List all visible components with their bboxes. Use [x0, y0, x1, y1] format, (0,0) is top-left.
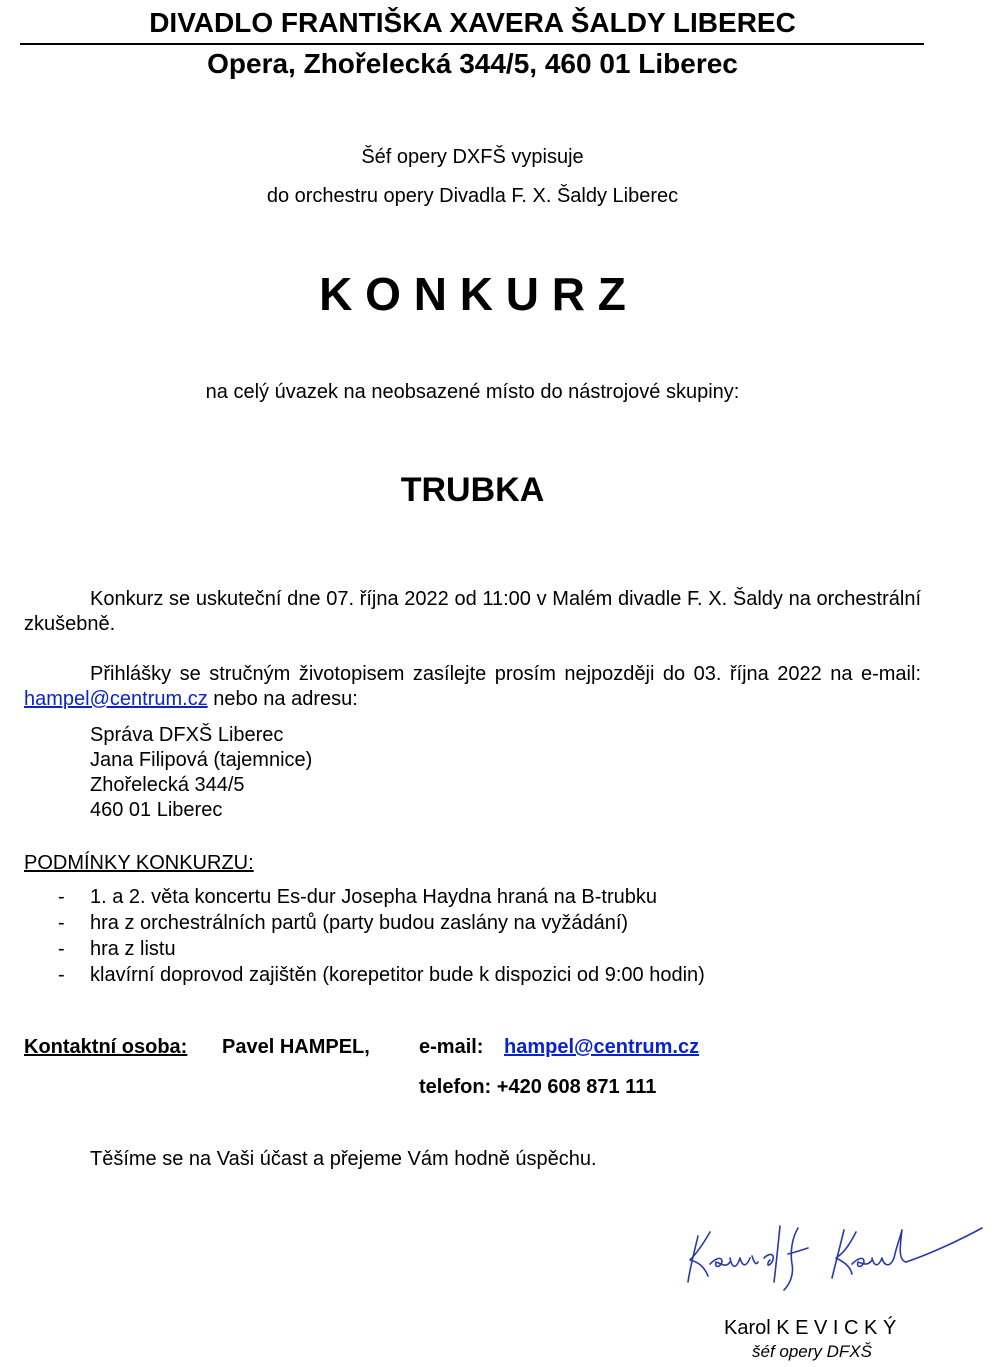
list-item: [0, 885, 1000, 911]
bullet-dash: -: [58, 964, 65, 986]
bullet-dash: -: [58, 912, 65, 934]
theatre-address: Opera, Zhořelecká 344/5, 460 01 Liberec: [207, 48, 738, 79]
postal-address-line: 460 01 Liberec: [90, 799, 223, 821]
postal-address-line: Zhořelecká 344/5: [90, 774, 245, 796]
condition-text: klavírní doprovod zajištěn (korepetitor bude k dispozici od 9:00 hodin): [90, 964, 705, 986]
paragraph-audition-date: Konkurz se uskuteční dne 07. října 2022 od 11:00 v Malém divadle F. X. Šaldy na orchestrální zkušebně.: [24, 588, 921, 635]
signatory-name: Karol K E V I C K Ý: [724, 1317, 897, 1339]
list-item: [0, 937, 1000, 963]
applications-email-link[interactable]: hampel@centrum.cz: [24, 688, 208, 710]
handwritten-signature: [680, 1218, 990, 1298]
contact-label: Kontaktní osoba:: [24, 1036, 188, 1058]
header-divider: [20, 43, 924, 45]
postal-address: [90, 723, 312, 823]
paragraph-applications: [24, 662, 921, 712]
contact-name: Pavel HAMPEL,: [222, 1036, 370, 1058]
conditions-list: [0, 885, 1000, 989]
bullet-dash: -: [58, 886, 65, 908]
instrument-title: TRUBKA: [400, 471, 545, 509]
list-item: [0, 963, 1000, 989]
contact-phone: telefon: +420 608 871 111: [419, 1076, 657, 1098]
subtitle: na celý úvazek na neobsazené místo do nástrojové skupiny:: [205, 381, 740, 403]
intro-line-1: Šéf opery DXFŠ vypisuje: [361, 146, 584, 168]
closing-text: Těšíme se na Vaši účast a přejeme Vám hodně úspěchu.: [90, 1148, 597, 1170]
document-title: K O N K U R Z: [319, 268, 626, 320]
applications-text-before: Přihlášky se stručným životopisem zasílejte prosím nejpozději do 03. října 2022 na e-mail:: [90, 663, 921, 685]
contact-email-link[interactable]: hampel@centrum.cz: [504, 1036, 700, 1058]
list-item: [0, 911, 1000, 937]
condition-text: hra z listu: [90, 938, 176, 960]
contact-email-label: e-mail:: [419, 1036, 484, 1058]
conditions-heading: PODMÍNKY KONKURZU:: [24, 852, 254, 874]
signatory-role: šéf opery DFXŠ: [752, 1342, 872, 1361]
condition-text: hra z orchestrálních partů (party budou zaslány na vyžádání): [90, 912, 629, 934]
intro-line-2: do orchestru opery Divadla F. X. Šaldy Liberec: [266, 185, 679, 207]
postal-address-line: Správa DFXŠ Liberec: [90, 724, 284, 746]
postal-address-line: Jana Filipová (tajemnice): [90, 749, 313, 771]
theatre-name: DIVADLO FRANTIŠKA XAVERA ŠALDY LIBEREC: [149, 7, 796, 38]
bullet-dash: -: [58, 938, 65, 960]
condition-text: 1. a 2. věta koncertu Es-dur Josepha Haydna hraná na B-trubku: [90, 886, 658, 908]
applications-text-after: nebo na adresu:: [207, 688, 358, 710]
